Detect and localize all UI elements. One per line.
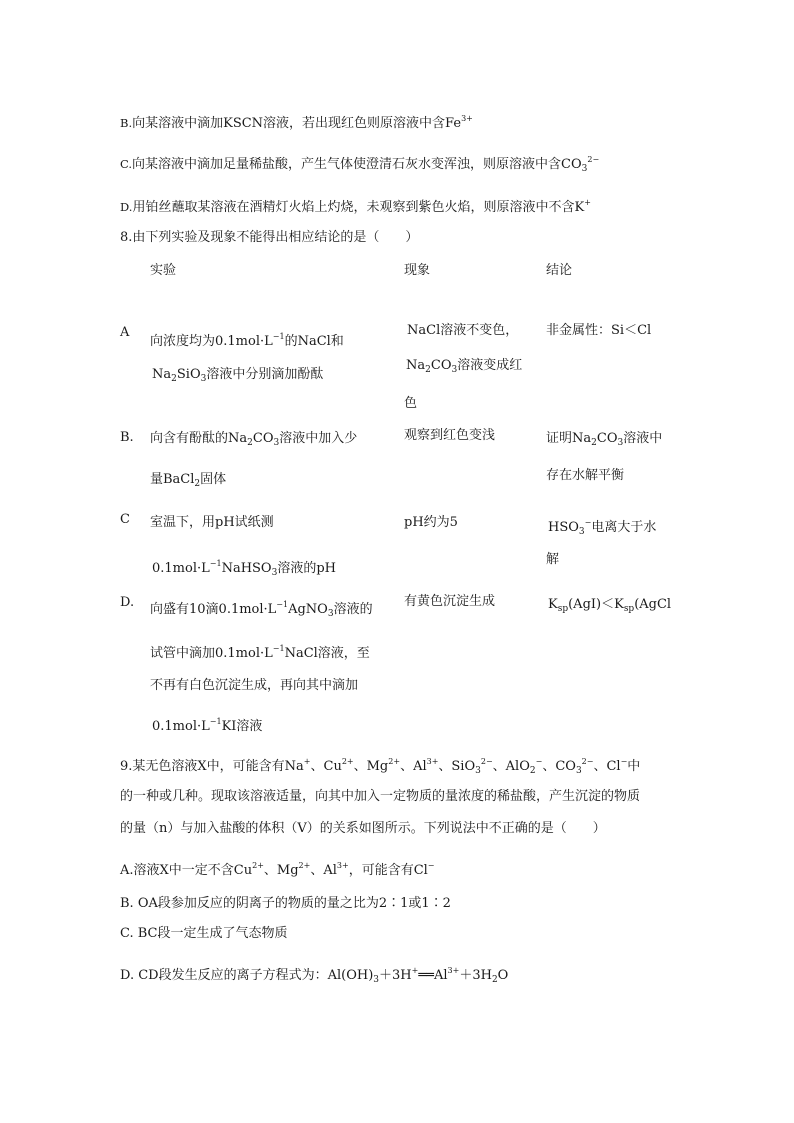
text: O: [497, 968, 509, 983]
option-text: 向某溶液中滴加足量稀盐酸，产生气体使澄清石灰水变浑浊，则原溶液中含CO: [132, 157, 582, 172]
ion-charge: 3+: [461, 114, 473, 123]
q8-row-b-conclusion-line2: 存在水解平衡: [546, 468, 625, 483]
text: 、Al: [310, 863, 337, 878]
q8-row-c-conclusion-line2: 解: [546, 552, 560, 567]
subscript: 3: [273, 438, 280, 448]
text: ，可能含有Cl: [348, 863, 428, 878]
text: 0.1mol·L: [152, 561, 210, 576]
text: 、Cl: [593, 759, 621, 774]
q9-option-a: [120, 857, 435, 880]
superscript: −: [620, 757, 628, 766]
superscript: +: [411, 966, 419, 975]
q8-row-d-experiment-line2: [150, 640, 370, 663]
q7-option-d: [120, 194, 591, 217]
q8-row-b-conclusion-line1: [546, 430, 662, 452]
subscript: 2: [171, 374, 177, 384]
q8-row-d-experiment-line1: [150, 596, 373, 623]
q8-row-b-experiment-line1: [150, 430, 357, 452]
text: 、Al: [400, 759, 427, 774]
subscript: 2: [194, 479, 201, 489]
q8-row-c-label: C: [120, 512, 130, 527]
text: KI溶液: [221, 719, 263, 734]
q8-row-a-phenomenon-line1: NaCl溶液不变色，: [407, 323, 519, 338]
text: CO: [252, 431, 274, 446]
q8-row-b-phenomenon: 观察到红色变浅: [404, 428, 496, 443]
text: 溶液的: [333, 602, 373, 617]
superscript: 2+: [388, 757, 401, 766]
text: 向盛有10滴0.1mol·L: [150, 602, 277, 617]
superscript: 3+: [336, 861, 349, 870]
text: CO: [596, 431, 618, 446]
superscript: −: [427, 861, 435, 870]
superscript: −: [584, 518, 592, 527]
option-text: 向某溶液中滴加KSCN溶液，若出现红色则原溶液中含Fe: [132, 116, 462, 131]
q8-row-c-experiment-line1: 室温下，用pH试纸测: [150, 515, 274, 530]
text: 证明Na: [546, 431, 592, 446]
text: 中: [627, 759, 641, 774]
option-label: B.: [120, 116, 133, 130]
text: CO: [430, 358, 452, 373]
subscript: 3: [451, 365, 458, 375]
text: 9.某无色溶液X中，可能含有Na: [120, 759, 304, 774]
q8-row-a-label: A: [120, 325, 130, 340]
text: SiO: [176, 367, 201, 382]
superscript: 2+: [341, 757, 354, 766]
q8-row-a-phenomenon-line2: [406, 357, 522, 379]
text: A.溶液X中一定不含Cu: [120, 863, 253, 878]
text: 的NaCl和: [284, 334, 344, 349]
text: 、Cu: [310, 759, 342, 774]
q8-row-a-conclusion: 非金属性：Si＜Cl: [546, 323, 652, 338]
subscript: 3: [373, 975, 380, 985]
ion-charge: 2−: [587, 155, 600, 164]
q8-row-c-experiment-line2: [152, 555, 336, 582]
q9-option-c: C. BC段一定生成了气态物质: [120, 926, 288, 941]
superscript: −1: [209, 559, 222, 568]
subscript: 3: [575, 766, 582, 776]
superscript: 2−: [480, 757, 493, 766]
q8-row-d-phenomenon: 有黄色沉淀生成: [404, 594, 496, 609]
text: 溶液中: [623, 431, 663, 446]
text: 0.1mol·L: [152, 719, 210, 734]
subscript: 2: [491, 975, 498, 985]
text: 溶液变成红: [457, 358, 523, 373]
text: AgNO: [288, 602, 328, 617]
q8-row-a-phenomenon-line3: 色: [404, 396, 418, 411]
text: 、Mg: [353, 759, 389, 774]
q8-row-b-experiment-line2: [150, 471, 226, 493]
text: Na: [406, 358, 426, 373]
superscript: 2+: [298, 861, 311, 870]
superscript: +: [303, 757, 311, 766]
text: 电离大于水: [591, 520, 657, 535]
option-label: D.: [120, 200, 133, 214]
superscript: 2+: [252, 861, 264, 870]
q8-header-conclusion: 结论: [546, 263, 573, 278]
text: NaCl溶液，至: [284, 646, 370, 661]
q9-option-d: [120, 962, 508, 989]
ion-charge: +: [584, 198, 591, 207]
superscript: −: [535, 757, 543, 766]
text: 、SiO: [438, 759, 476, 774]
subscript: 3: [271, 568, 278, 578]
superscript: −1: [276, 600, 289, 609]
text: D. CD段发生反应的离子方程式为：Al(OH): [120, 968, 374, 983]
q7-option-b: [120, 110, 473, 133]
text: 、AlO: [492, 759, 530, 774]
text: NaHSO: [221, 561, 272, 576]
subscript: 3: [200, 374, 207, 384]
subscript: 3: [581, 164, 588, 174]
subscript: 2: [591, 438, 597, 448]
superscript: 3+: [447, 966, 460, 975]
q8-row-d-experiment-line3: 不再有白色沉淀生成，再向其中滴加: [150, 678, 359, 693]
text: ══Al: [418, 968, 448, 983]
superscript: −1: [272, 332, 285, 341]
text: HSO: [548, 520, 579, 535]
text: 、Mg: [263, 863, 299, 878]
text: 向浓度均为0.1mol·L: [150, 334, 273, 349]
text: ＋3H: [379, 968, 412, 983]
q8-row-a-experiment-line1: [150, 328, 344, 351]
subscript: 3: [617, 438, 624, 448]
subscript: 2: [529, 766, 536, 776]
q8-row-d-experiment-line4: [152, 713, 262, 736]
text: 、CO: [542, 759, 576, 774]
q7-option-c: [120, 151, 599, 178]
text: 溶液中分别滴加酚酞: [206, 367, 324, 382]
text: K: [548, 597, 558, 612]
q8-row-c-phenomenon: pH约为5: [404, 515, 458, 530]
q8-header-phenomenon: 现象: [404, 263, 431, 278]
q9-option-b: B. OA段参加反应的阴离子的物质的量之比为2∶1或1∶2: [120, 896, 451, 911]
subscript: 2: [425, 365, 431, 375]
option-text: 用铂丝蘸取某溶液在酒精灯火焰上灼烧，未观察到紫色火焰，则原溶液中不含K: [132, 200, 585, 215]
text: Na: [152, 367, 172, 382]
text: 固体: [200, 472, 227, 487]
text: 量BaCl: [150, 472, 195, 487]
q9-stem-line2: 的一种或几种。现取该溶液适量，向其中加入一定物质的量浓度的稀盐酸，产生沉淀的物质: [120, 789, 641, 804]
q8-header-experiment: 实验: [150, 263, 177, 278]
q8-row-c-conclusion-line1: [548, 514, 656, 541]
subscript: 3: [578, 527, 585, 537]
subscript: 3: [327, 609, 334, 619]
q9-stem-line3: 的量（n）与加入盐酸的体积（V）的关系如图所示。下列说法中不正确的是（ ）: [120, 821, 606, 836]
text: ＋3H: [459, 968, 492, 983]
superscript: −1: [272, 644, 285, 653]
subscript: 2: [247, 438, 253, 448]
option-label: C.: [120, 157, 133, 171]
q8-row-d-label: D.: [120, 595, 135, 610]
text: 溶液的pH: [277, 561, 336, 576]
q8-row-b-label: B.: [120, 430, 134, 445]
text: (AgI)＜K: [568, 597, 624, 612]
q8-stem: 8.由下列实验及现象不能得出相应结论的是（ ）: [120, 230, 419, 245]
superscript: −1: [209, 717, 222, 726]
text: 试管中滴加0.1mol·L: [150, 646, 273, 661]
text: (AgCl: [634, 597, 672, 612]
subscript: sp: [557, 604, 569, 614]
q9-stem-line1: [120, 753, 640, 780]
q8-row-a-experiment-line2: [152, 366, 323, 388]
subscript: sp: [623, 604, 635, 614]
q8-row-d-conclusion: [548, 596, 686, 618]
subscript: 3: [475, 766, 481, 776]
text: 向含有酚酞的Na: [150, 431, 248, 446]
superscript: 3+: [426, 757, 439, 766]
superscript: 2−: [581, 757, 594, 766]
text: 溶液中加入少: [279, 431, 358, 446]
